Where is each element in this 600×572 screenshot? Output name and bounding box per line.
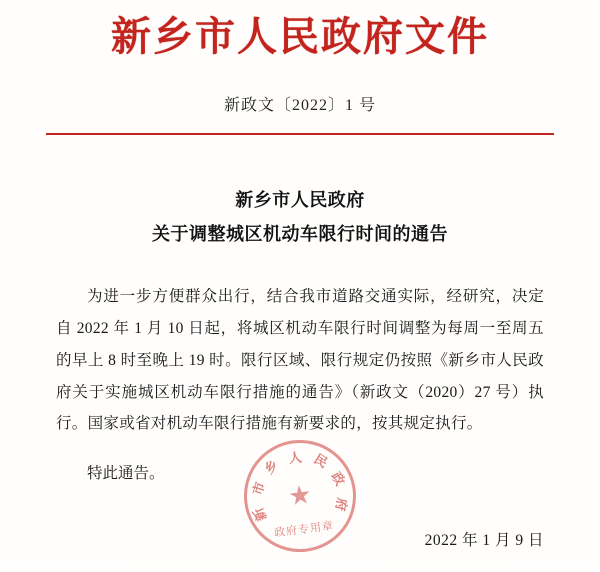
masthead-title: 新乡市人民政府文件 (111, 14, 489, 59)
red-divider-rule (46, 133, 554, 135)
seal-bottom-text: 政府专用章 (273, 520, 335, 540)
seal-char: 民 (311, 450, 331, 471)
seal-char: 市 (249, 480, 268, 497)
seal-char: 府 (333, 496, 351, 513)
seal-char: 政 (328, 469, 349, 489)
body-paragraph: 为进一步方便群众出行，结合我市道路交通实际，经研究，决定自 2022 年 1 月 10 日起，将城区机动车限行时间调整为每周一至周五的早上 8 时至晚上 19 时。限行区域、限行规定仍按照《新乡市人民政府关于实施城区机动车限行措施的通告》（新政文（2020）27 号）执行。国家或省对机动车限行措施有新要求的，按其规定执行。 (56, 288, 544, 433)
body-text (56, 281, 544, 440)
closing-text: 特此通告。 (87, 465, 165, 483)
masthead (0, 0, 600, 60)
seal-char: 人 (287, 449, 303, 467)
document-date: 2022 年 1 月 9 日 (424, 532, 544, 549)
page-title-line-1: 新乡市人民政府 (235, 190, 365, 210)
seal-star-icon: ★ (286, 479, 314, 512)
page-title-line-2: 关于调整城区机动车限行时间的通告 (152, 224, 448, 245)
official-seal (238, 434, 363, 559)
bottom-fade (0, 558, 600, 572)
document-number: 新政文〔2022〕1 号 (223, 97, 376, 114)
seal-char: 乡 (260, 456, 281, 477)
page-title (0, 183, 600, 251)
seal-char: 新 (250, 505, 270, 524)
